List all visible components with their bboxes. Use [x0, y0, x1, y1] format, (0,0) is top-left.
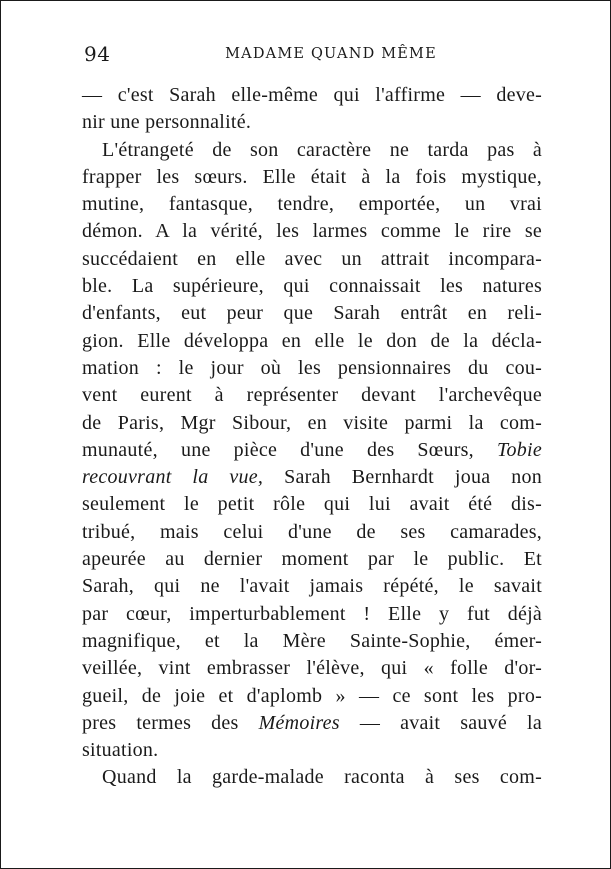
text-line: — c'est Sarah elle-même qui l'affirme — deve-	[82, 84, 542, 106]
text-line: veillée, vint embrasser l'élève, qui « folle d'or-	[82, 657, 542, 680]
text-line-with-italic	[82, 464, 542, 491]
text-line: Sarah, qui ne l'avait jamais répété, le savait	[82, 575, 542, 598]
text-line: apeurée au dernier moment par le public. Et	[82, 548, 542, 571]
text-line: L'étrangeté de son caractère ne tarda pas à	[102, 138, 542, 161]
text-line: nir une personnalité.	[82, 111, 252, 134]
text-line: seulement le petit rôle qui lui avait été dis-	[82, 493, 542, 516]
text-line: vent eurent à représenter devant l'archevêque	[82, 384, 542, 407]
italic-title-segment: Tobie	[497, 438, 542, 461]
running-title: MADAME QUAND MÊME	[225, 46, 437, 62]
text-line: de Paris, Mgr Sibour, en visite parmi la com-	[82, 411, 542, 434]
text-line: ble. La supérieure, qui connaissait les natures	[82, 275, 542, 298]
page-number: 94	[84, 42, 111, 66]
italic-title-segment: Mémoires	[258, 711, 340, 734]
italic-title-segment: recouvrant la vue,	[82, 466, 264, 489]
page-body	[82, 82, 542, 792]
text-segment: — avait sauvé la	[339, 711, 542, 734]
text-segment: pres termes des	[82, 711, 259, 734]
text-line: magnifique, et la Mère Sainte-Sophie, émer-	[82, 629, 542, 652]
text-line: frapper les sœurs. Elle était à la fois mystique,	[82, 165, 542, 188]
text-line: par cœur, imperturbablement ! Elle y fut déjà	[82, 602, 542, 625]
text-line: mutine, fantasque, tendre, emportée, un vrai	[82, 193, 542, 216]
text-line-with-italic	[82, 437, 542, 464]
text-line: mation : le jour où les pensionnaires du cou-	[82, 356, 542, 379]
text-line-with-italic	[82, 710, 542, 737]
text-line: tribué, mais celui d'une de ses camarades,	[82, 520, 542, 543]
text-line: situation.	[82, 739, 159, 762]
text-line: gueil, de joie et d'aplomb » — ce sont les pro-	[82, 684, 542, 707]
text-segment: Sarah Bernhardt joua non	[263, 466, 542, 489]
text-line: d'enfants, eut peur que Sarah entrât en reli-	[82, 302, 542, 325]
text-line: démon. A la vérité, les larmes comme le rire se	[82, 220, 542, 243]
text-line: Quand la garde-malade raconta à ses com-	[102, 766, 542, 789]
text-line: gion. Elle développa en elle le don de la décla-	[82, 329, 542, 352]
page-header	[84, 42, 544, 66]
text-line: succédaient en elle avec un attrait incompara-	[82, 247, 542, 270]
text-segment: munauté, une pièce d'une des Sœurs,	[82, 438, 498, 461]
